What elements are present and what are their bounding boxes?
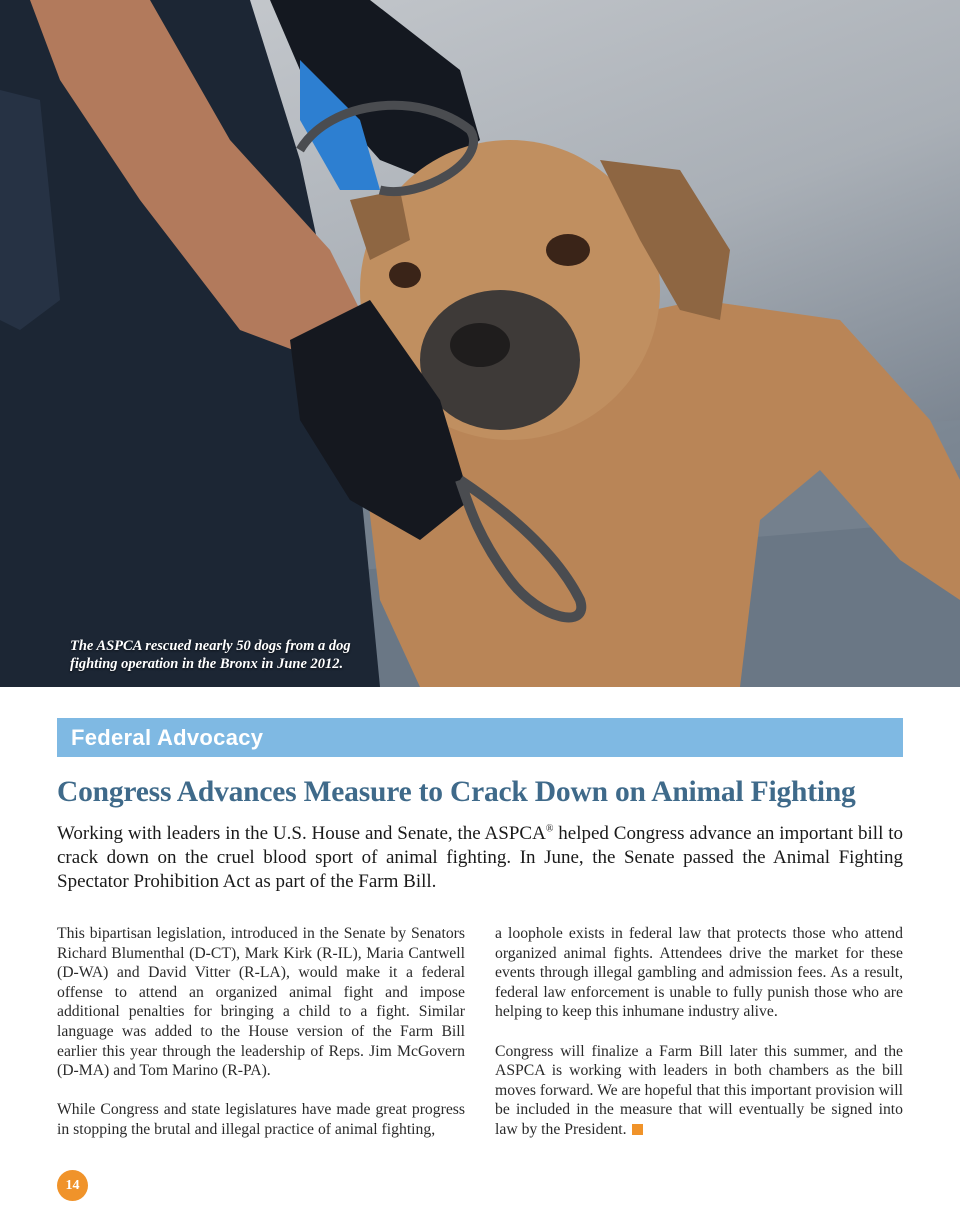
dog-nose: [450, 323, 510, 367]
page-number: 14: [57, 1170, 88, 1201]
body-paragraph: a loophole exists in federal law that protects those who attend organized animal fights. Attendees drive the market for these events through illegal gambling and admission fees. As a result, federal law enforcement is unable to fully punish those who are helping to keep this inhumane industry alive.: [495, 925, 903, 1021]
registered-mark: ®: [545, 823, 554, 835]
body-paragraph-text: Congress will finalize a Farm Bill later this summer, and the ASPCA is working with leaders in both chambers as the bill moves forward. We are hopeful that this important provision will be included in the measure that will eventually be signed into law by the President.: [495, 1042, 903, 1138]
dog-eye-left: [389, 262, 421, 288]
section-title: Federal Advocacy: [71, 725, 264, 750]
article-column-right: [495, 924, 903, 1159]
end-mark-icon: [632, 1124, 643, 1135]
article-headline: Congress Advances Measure to Crack Down on Animal Fighting: [57, 776, 856, 808]
section-banner: [57, 718, 903, 757]
article-intro: [57, 822, 903, 894]
intro-text-end: helped Congress advance an important bill to crack down on the cruel blood sport of animal fighting. In June, the Senate passed the Animal Fighting Spectator Prohibition Act as part of the Farm Bill.: [57, 823, 903, 892]
article-column-left: [57, 924, 465, 1159]
body-paragraph: While Congress and state legislatures have made great progress in stopping the brutal and illegal practice of animal fighting,: [57, 1101, 465, 1138]
intro-text-start: Working with leaders in the U.S. House and Senate, the ASPCA: [57, 823, 546, 844]
body-paragraph-final: [495, 1042, 903, 1140]
body-paragraph: This bipartisan legislation, introduced in the Senate by Senators Richard Blumenthal (D-CT), Mark Kirk (R-IL), Maria Cantwell (D-WA) and David Vitter (R-LA), would make it a federal offense to attend an organized animal fight and impose additional penalties for bringing a child to a fight. Similar language was added to the House version of the Farm Bill earlier this year through the leadership of Reps. Jim McGovern (D-MA) and Tom Marino (R-PA).: [57, 925, 465, 1080]
dog-eye-right: [546, 234, 590, 266]
photo-caption: The ASPCA rescued nearly 50 dogs from a dog fighting operation in the Bronx in June 2012.: [70, 638, 351, 672]
